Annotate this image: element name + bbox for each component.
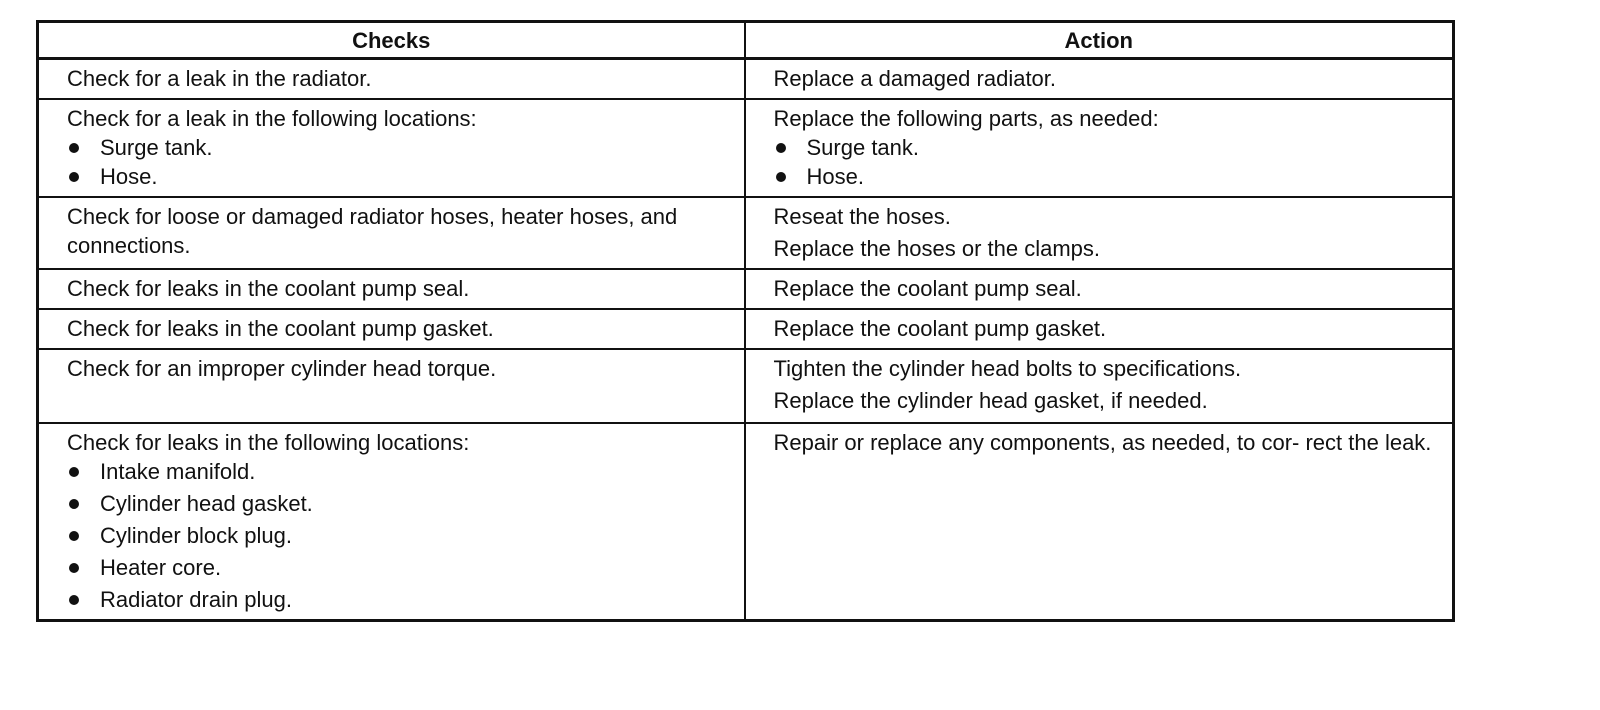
action-header: Action [745,22,1454,59]
check-bullet-list [67,457,730,614]
header-row [38,22,1454,59]
table-row [38,99,1454,197]
check-cell [38,423,745,621]
check-bullet-list [67,133,730,191]
list-item: Surge tank. [67,133,730,162]
list-item: Cylinder head gasket. [67,489,730,518]
action-line: Tighten the cylinder head bolts to specifications. [773,356,1242,381]
action-bullet-list [774,133,1439,191]
list-item: Hose. [774,162,1439,191]
action-line: Reseat the hoses. [773,204,951,229]
action-line: Replace the cylinder head gasket, if needed. [773,388,1208,413]
checks-action-table [36,20,1455,622]
list-item: Cylinder block plug. [67,521,730,550]
table-row [38,309,1454,349]
list-item: Radiator drain plug. [67,585,730,614]
check-cell [38,309,745,349]
check-intro: Check for a leak in the following locations: [67,106,477,131]
check-cell [38,59,745,100]
action-text: Replace the coolant pump gasket. [773,316,1107,341]
list-item: Hose. [67,162,730,191]
check-cell [38,349,745,423]
table-row [38,59,1454,100]
checks-header: Checks [38,22,745,59]
list-item: Surge tank. [774,133,1439,162]
action-cell [745,59,1454,100]
check-text: Check for an improper cylinder head torque. [67,356,497,381]
action-cell [745,349,1454,423]
check-text: Check for loose or damaged radiator hoses, heater hoses, and connections. [67,204,678,258]
action-line: Replace the hoses or the clamps. [773,236,1101,261]
check-intro: Check for leaks in the following locations: [67,430,470,455]
table-row [38,423,1454,621]
action-text: Repair or replace any components, as needed, to cor- rect the leak. [773,430,1432,455]
table-row [38,269,1454,309]
check-text: Check for leaks in the coolant pump gasket. [67,316,494,341]
check-text: Check for leaks in the coolant pump seal. [67,276,470,301]
action-text: Replace a damaged radiator. [773,66,1057,91]
check-cell [38,99,745,197]
check-cell [38,269,745,309]
table-row [38,197,1454,269]
check-text: Check for a leak in the radiator. [67,66,372,91]
action-cell [745,423,1454,621]
action-cell [745,99,1454,197]
list-item: Heater core. [67,553,730,582]
action-cell [745,197,1454,269]
list-item: Intake manifold. [67,457,730,486]
action-text: Replace the coolant pump seal. [773,276,1082,301]
check-cell [38,197,745,269]
action-intro: Replace the following parts, as needed: [773,106,1159,131]
table-row [38,349,1454,423]
action-cell [745,309,1454,349]
action-cell [745,269,1454,309]
